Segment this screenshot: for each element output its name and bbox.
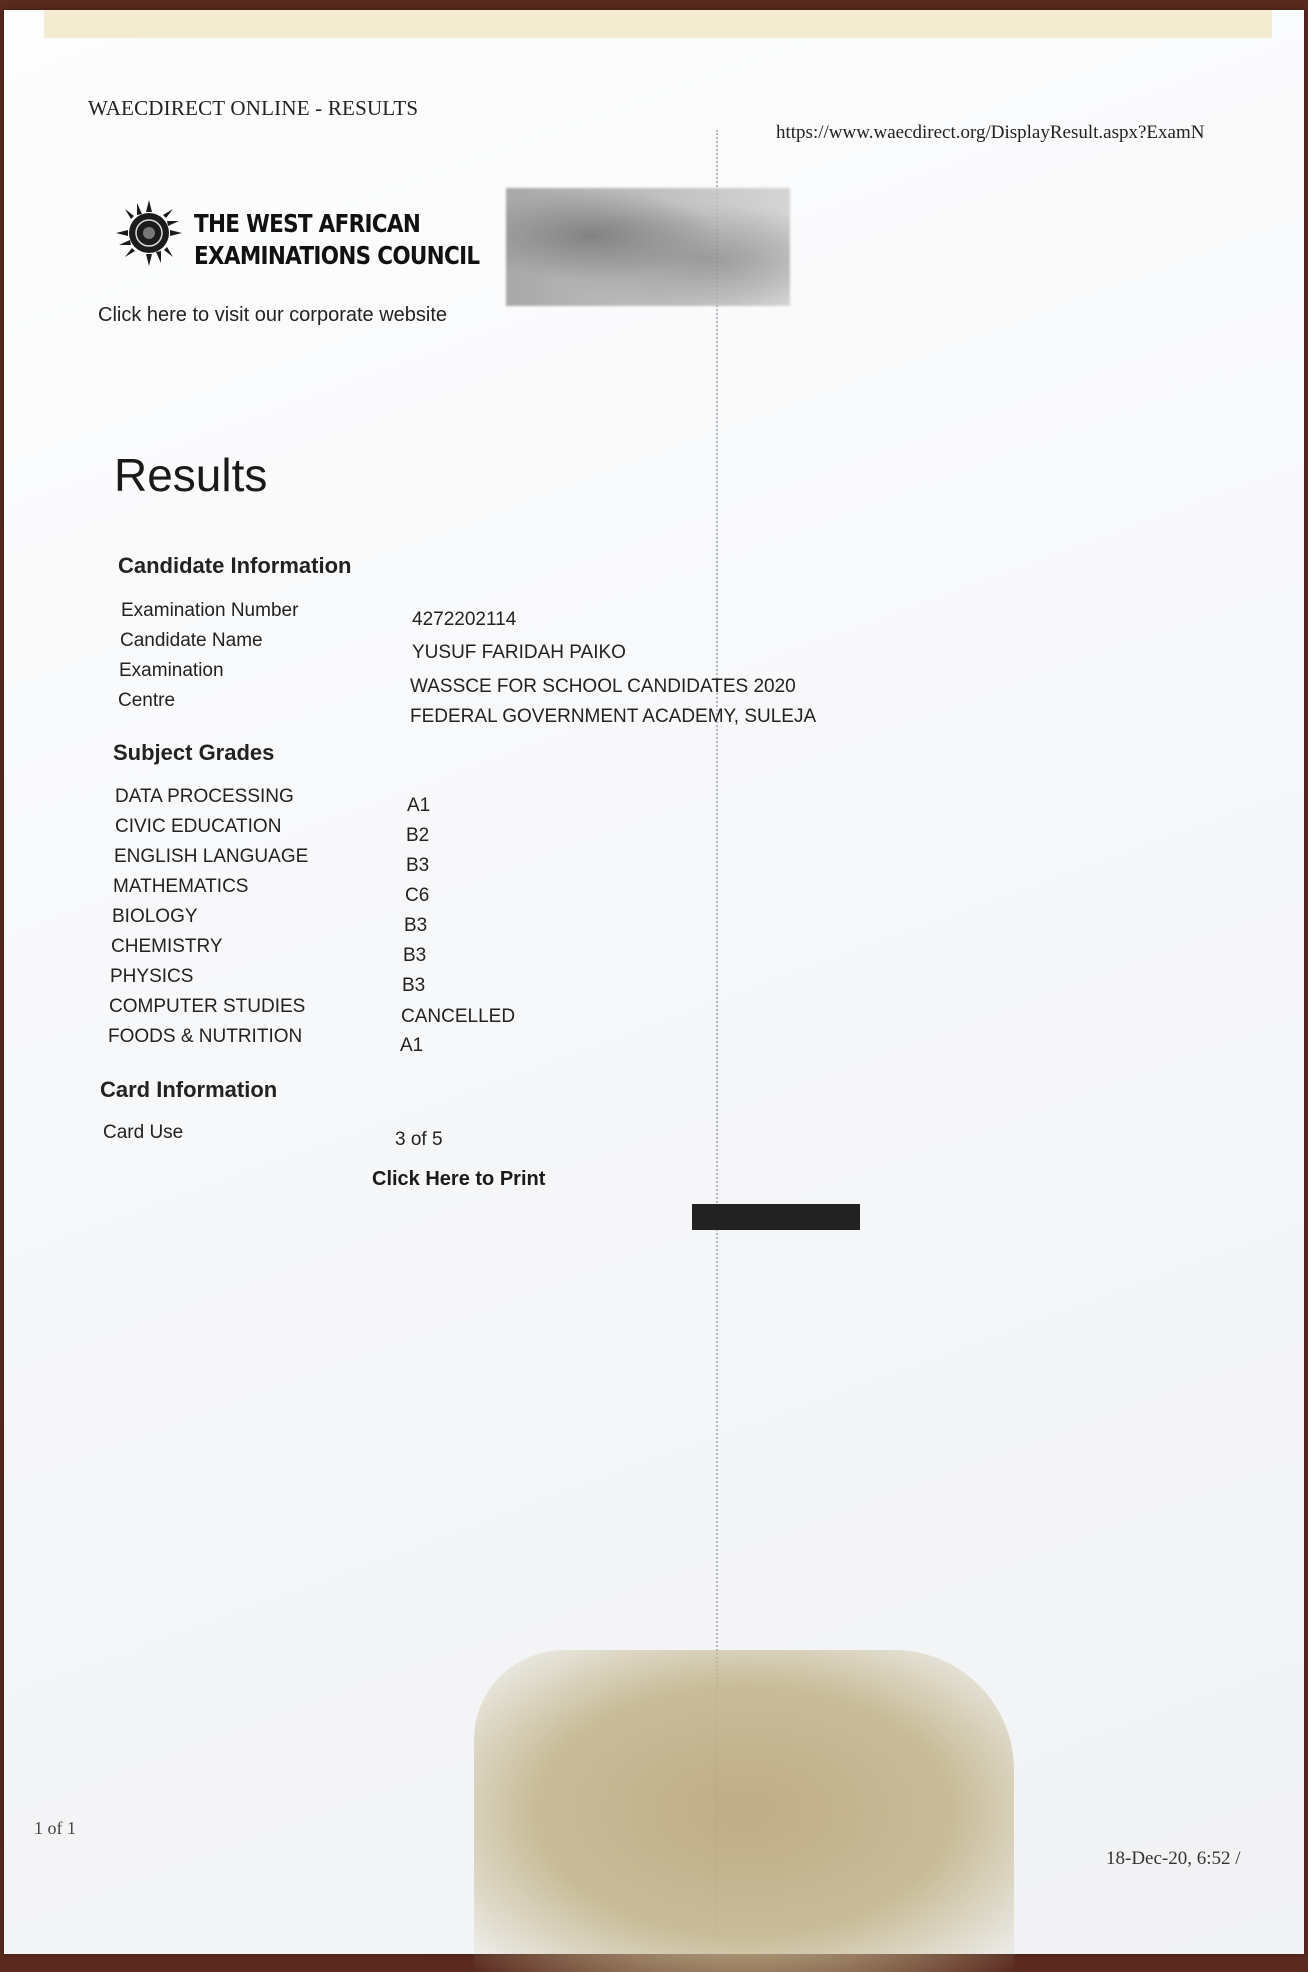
paper-edge-strip (44, 10, 1272, 38)
subject-row-2-grade: B2 (406, 825, 430, 846)
subject-row-3-name: ENGLISH LANGUAGE (114, 846, 309, 867)
print-header-title: WAECDIRECT ONLINE - RESULTS (88, 96, 419, 120)
page-number: 1 of 1 (34, 1818, 76, 1838)
print-timestamp: 18-Dec-20, 6:52 / (1106, 1848, 1241, 1869)
subject-row-8-name: COMPUTER STUDIES (109, 996, 306, 1017)
subject-row-5-name: BIOLOGY (112, 906, 198, 927)
subject-row-9-grade: A1 (400, 1035, 424, 1056)
org-name-line1: THE WEST AFRICAN (194, 209, 421, 238)
card-info-heading: Card Information (100, 1077, 278, 1102)
card-use-value: 3 of 5 (395, 1129, 443, 1150)
candidate-info-heading: Candidate Information (118, 553, 352, 578)
centre-label: Centre (118, 690, 176, 711)
org-name-line2: EXAMINATIONS COUNCIL (194, 241, 480, 270)
subject-row-1-name: DATA PROCESSING (115, 786, 294, 807)
corporate-website-link[interactable]: Click here to visit our corporate website (98, 304, 448, 326)
print-header-url: https://www.waecdirect.org/DisplayResult.aspx?ExamN (776, 122, 1205, 143)
subject-row-7-name: PHYSICS (110, 966, 194, 987)
banner-image (506, 188, 790, 306)
subject-row-4-name: MATHEMATICS (113, 876, 249, 897)
centre-value: FEDERAL GOVERNMENT ACADEMY, SULEJA (410, 706, 817, 727)
org-name (194, 208, 479, 272)
candidate-name-value: YUSUF FARIDAH PAIKO (412, 642, 626, 663)
subject-row-2-name: CIVIC EDUCATION (115, 816, 282, 837)
waec-seal-icon (112, 196, 186, 270)
card-use-label: Card Use (103, 1122, 184, 1143)
subject-row-8-grade: CANCELLED (401, 1006, 516, 1027)
subject-row-5-grade: B3 (404, 915, 428, 936)
exam-number-label: Examination Number (121, 600, 299, 621)
subject-grades-heading: Subject Grades (113, 740, 275, 765)
print-link[interactable]: Click Here to Print (372, 1168, 546, 1190)
subject-row-6-name: CHEMISTRY (111, 936, 223, 957)
subject-row-1-grade: A1 (407, 795, 431, 816)
subject-row-7-grade: B3 (402, 975, 426, 996)
paper-stain (474, 1650, 1014, 1972)
subject-row-4-grade: C6 (405, 885, 430, 906)
examination-value: WASSCE FOR SCHOOL CANDIDATES 2020 (410, 676, 796, 697)
examination-label: Examination (119, 660, 224, 681)
subject-row-3-grade: B3 (406, 855, 430, 876)
candidate-name-label: Candidate Name (120, 630, 263, 651)
redaction-bar (692, 1204, 860, 1230)
page-title: Results (114, 449, 268, 501)
subject-row-9-name: FOODS & NUTRITION (108, 1026, 303, 1047)
exam-number-value: 4272202114 (412, 609, 517, 630)
subject-row-6-grade: B3 (403, 945, 427, 966)
